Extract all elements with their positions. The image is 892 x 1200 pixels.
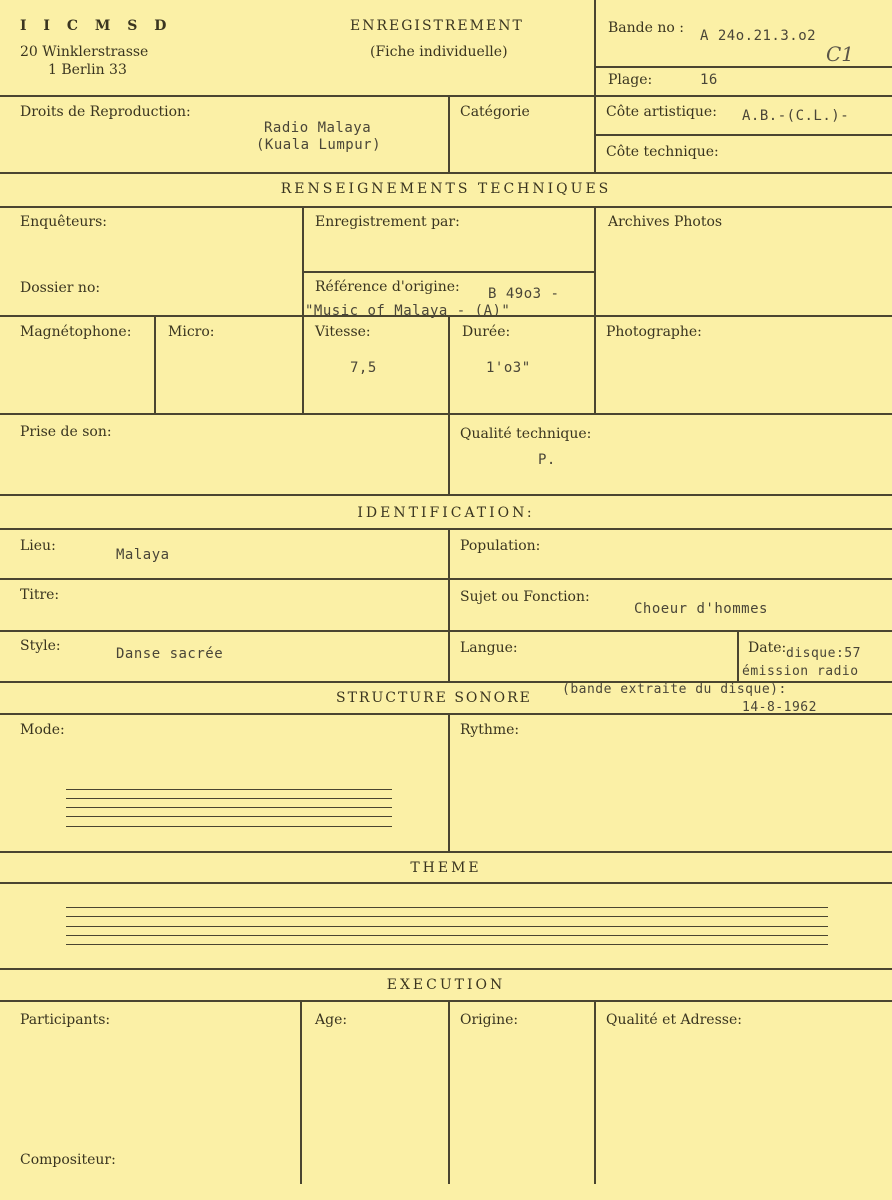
divider [448, 528, 450, 682]
bande-value: A 24o.21.3.o2 [700, 28, 817, 44]
divider [154, 315, 156, 414]
age-label: Age: [315, 1012, 348, 1028]
section-identification: IDENTIFICATION: [357, 505, 535, 521]
divider [300, 1000, 302, 1184]
divider [0, 578, 892, 580]
date-value-3: (bande extraite du disque): [562, 682, 787, 697]
divider [0, 528, 892, 530]
compositeur-label: Compositeur: [20, 1152, 116, 1168]
org-logo: I I C M S D [20, 18, 173, 34]
divider [594, 134, 892, 136]
divider [0, 1000, 892, 1002]
divider [594, 0, 596, 96]
lieu-label: Lieu: [20, 538, 56, 554]
sujet-value: Choeur d'hommes [634, 601, 768, 617]
date-value-4: 14-8-1962 [742, 700, 817, 715]
origine-label: Origine: [460, 1012, 519, 1028]
divider [737, 630, 739, 682]
section-execution: EXECUTION [386, 977, 506, 993]
droits-label: Droits de Reproduction: [20, 104, 191, 120]
date-value-2: émission radio [742, 664, 859, 679]
cote-artistique-label: Côte artistique: [606, 104, 717, 120]
rythme-label: Rythme: [460, 722, 520, 738]
divider [0, 172, 892, 174]
divider [302, 206, 304, 414]
form-title: ENREGISTREMENT [350, 18, 524, 34]
photographe-label: Photographe: [606, 324, 702, 340]
address-line-1: 20 Winklerstrasse [20, 44, 149, 60]
vitesse-label: Vitesse: [315, 324, 371, 340]
divider [0, 851, 892, 853]
qualite-technique-value: P. [538, 452, 556, 468]
vitesse-value: 7,5 [350, 360, 377, 376]
address-line-2: 1 Berlin 33 [48, 62, 127, 78]
magnetophone-label: Magnétophone: [20, 324, 132, 340]
langue-label: Langue: [460, 640, 518, 656]
bande-handwritten-note: C1 [826, 42, 855, 66]
divider [448, 315, 450, 414]
reference-value-1: B 49o3 - [488, 286, 560, 302]
divider [448, 96, 450, 173]
form-subtitle: (Fiche individuelle) [370, 44, 508, 60]
duree-label: Durée: [462, 324, 511, 340]
reference-label: Référence d'origine: [315, 279, 460, 295]
sujet-label: Sujet ou Fonction: [460, 589, 590, 605]
plage-label: Plage: [608, 72, 653, 88]
population-label: Population: [460, 538, 541, 554]
divider [448, 713, 450, 852]
reference-value-2: "Music of Malaya - (A)" [305, 303, 511, 319]
section-structure-sonore: STRUCTURE SONORE [336, 690, 532, 706]
cote-technique-label: Côte technique: [606, 144, 719, 160]
divider [0, 413, 892, 415]
divider [594, 1000, 596, 1184]
date-label: Date: [748, 640, 787, 656]
divider [448, 413, 450, 495]
divider [448, 1000, 450, 1184]
plage-value: 16 [700, 72, 718, 88]
divider [0, 95, 892, 97]
section-theme: THEME [410, 860, 482, 876]
cote-artistique-value: A.B.-(C.L.)- [742, 108, 850, 124]
divider [0, 882, 892, 884]
titre-label: Titre: [20, 587, 60, 603]
divider [594, 66, 892, 68]
enregistrement-par-label: Enregistrement par: [315, 214, 460, 230]
lieu-value: Malaya [116, 547, 170, 563]
prise-de-son-label: Prise de son: [20, 424, 112, 440]
divider [0, 206, 892, 208]
style-value: Danse sacrée [116, 646, 224, 662]
duree-value: 1'o3" [486, 360, 531, 376]
style-label: Style: [20, 638, 61, 654]
dossier-label: Dossier no: [20, 280, 101, 296]
droits-value-1: Radio Malaya [264, 120, 372, 136]
divider [302, 271, 594, 273]
divider [0, 494, 892, 496]
categorie-label: Catégorie [460, 104, 530, 120]
section-renseignements-techniques: RENSEIGNEMENTS TECHNIQUES [280, 181, 612, 197]
divider [0, 968, 892, 970]
divider [594, 206, 596, 414]
qualite-technique-label: Qualité technique: [460, 426, 592, 442]
date-value-1: disque:57 [786, 646, 861, 661]
bande-label: Bande no : [608, 20, 684, 36]
archives-photos-label: Archives Photos [608, 214, 723, 230]
micro-label: Micro: [168, 324, 215, 340]
participants-label: Participants: [20, 1012, 111, 1028]
enqueteurs-label: Enquêteurs: [20, 214, 108, 230]
mode-label: Mode: [20, 722, 65, 738]
divider [0, 630, 892, 632]
qualite-adresse-label: Qualité et Adresse: [606, 1012, 742, 1028]
droits-value-2: (Kuala Lumpur) [256, 137, 382, 153]
